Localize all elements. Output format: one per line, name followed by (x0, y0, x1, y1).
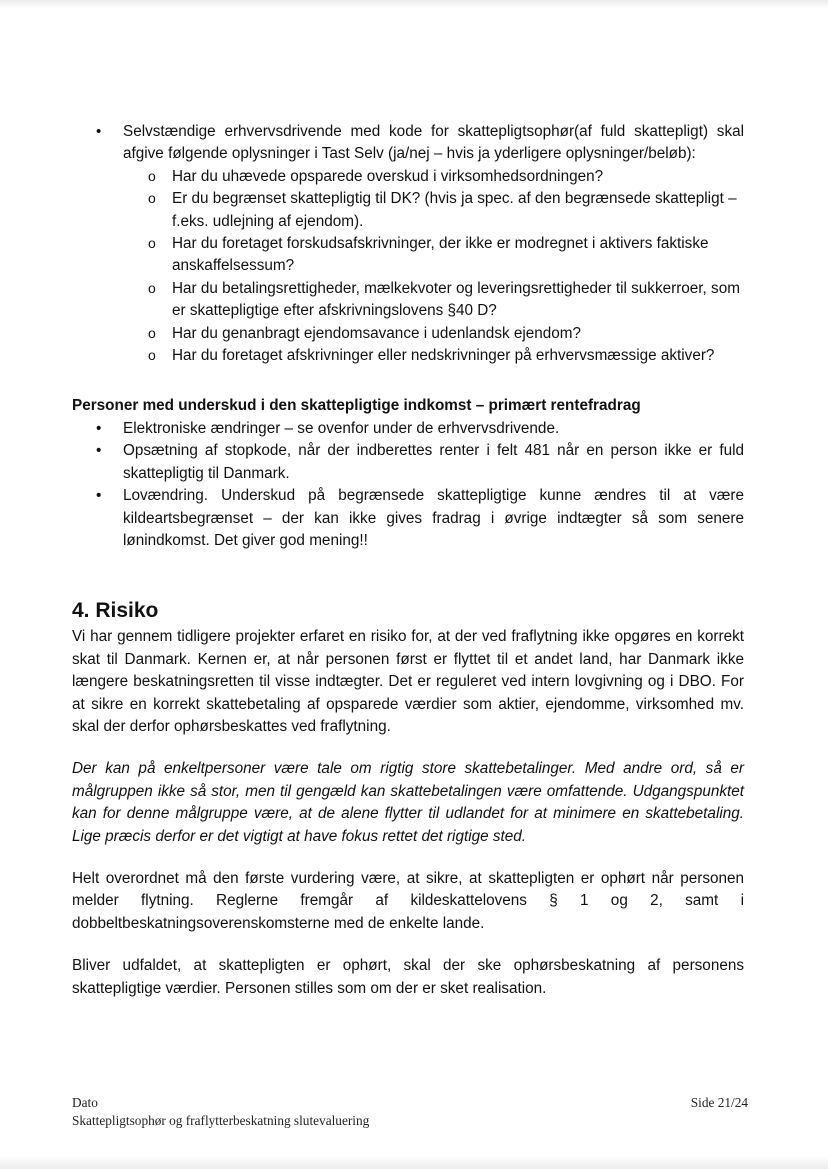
sub-list-item: o Har du betalingsrettigheder, mælkekvoter og leveringsrettigheder til sukkerroer, som er skattepligtige efter afskrivningslovens §40 D? (72, 278, 744, 323)
page-footer (72, 1094, 748, 1130)
sub-list (123, 166, 744, 368)
bullet-text: • Selvstændige erhvervsdrivende med kode for skattepligtsophør(af fuld skattepligt) skal afgive følgende oplysninger i Tast Selv (ja/nej – hvis ja yderligere oplysninger/beløb): (123, 123, 744, 163)
paragraph-risk-1: Vi har gennem tidligere projekter erfaret en risiko for, at der ved fraflytning ikke opgøres en korrekt skat til Danmark. Kernen er, at når personen først er flyttet til et andet land, har Danmark ikke længere beskatningsretten til visse indtægter. Det er reguleret ved intern lovgivning og i DBO. For at sikre en korrekt skattebetaling af opsparede værdier som aktier, ejendomme, virksomhed mv. skal der derfor ophørsbeskattes ved fraflytning. (72, 628, 744, 735)
section-heading-risiko: 4. Risiko (72, 599, 159, 623)
list-item: • Lovændring. Underskud på begrænsede skattepligtige kunne ændres til at være kildeartsbegrænset – der kan ikke gives fradrag i øvrige indtægter så som senere lønindkomst. Det giver god mening!! (72, 485, 744, 552)
footer-page-number: Side 21/24 (690, 1095, 748, 1110)
paragraph-risk-3: Helt overordnet må den første vurdering være, at sikre, at skattepligten er ophørt når personen melder flytning. Reglerne fremgår af kildeskattelovens § 1 og 2, samt i dobbeltbeskatningsoverenskomsterne med de enkelte lande. (72, 869, 744, 932)
sub-list-item: o Har du genanbragt ejendomsavance i udenlandsk ejendom? (72, 323, 744, 345)
paragraph-risk-4: Bliver udfaldet, at skattepligten er ophørt, skal der ske ophørsbeskatning af personens skattepligtige værdier. Personen stilles som om der er sket realisation. (72, 957, 744, 997)
paragraph-risk-2: Der kan på enkeltpersoner være tale om rigtig store skattebetalinger. Med andre ord, så er målgruppen ikke så stor, men til gengæld kan skattebetalingen være omfattende. Udgangspunktet kan for denne målgruppe være, at de alene flytter til udlandet for at minimere en skattebetaling. Lige præcis derfor er det vigtigt at have fokus rettet det rigtige sted. (72, 760, 744, 845)
bullet-list-top (72, 121, 744, 367)
sub-list-item: o Har du foretaget afskrivninger eller nedskrivninger på erhvervsmæssige aktiver? (72, 345, 744, 367)
list-item (72, 121, 744, 367)
footer-doc-title: Skattepligtsophør og fraflytterbeskatning slutevaluering (72, 1113, 370, 1128)
bullet-list-underskud (72, 418, 744, 552)
sub-list-item: o Har du uhævede opsparede overskud i virksomhedsordningen? (72, 166, 744, 188)
sub-list-item: o Er du begrænset skattepligtig til DK? (hvis ja spec. af den begrænsede skattepligt – f.eks. udlejning af ejendom). (72, 188, 744, 233)
sub-list-item: o Har du foretaget forskudsafskrivninger, der ikke er modregnet i aktivers faktiske anskaffelsessum? (72, 233, 744, 278)
list-item: • Opsætning af stopkode, når der indberettes renter i felt 481 når en person ikke er fuld skattepligtig til Danmark. (72, 440, 744, 485)
page-content (72, 121, 744, 1000)
section-heading-underskud: Personer med underskud i den skattepligtige indkomst – primært rentefradrag (72, 397, 641, 415)
scan-edge-top (0, 0, 828, 8)
footer-date-label: Dato (72, 1095, 98, 1110)
list-item: • Elektroniske ændringer – se ovenfor under de erhvervsdrivende. (72, 418, 744, 440)
scan-edge-bottom (0, 1155, 828, 1169)
